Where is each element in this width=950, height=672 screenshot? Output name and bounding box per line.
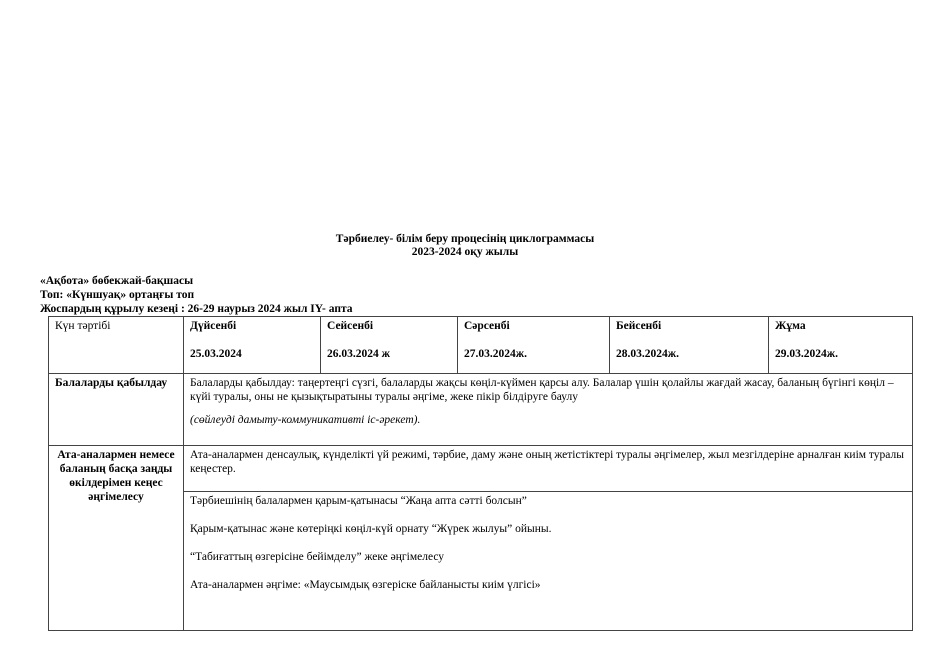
activity-item: “Табиғаттың өзгерісіне бейімделу” жеке әңгімелесу: [190, 551, 445, 563]
day-date: 29.03.2024ж.: [775, 348, 838, 360]
header-row: [49, 317, 913, 374]
reception-text: Балаларды қабылдау: таңертеңгі сүзгі, балаларды жақсы көңіл-күймен қарсы алу. Балалар үшін қолайлы жағдай жасау, баланың бүгінгі көңіл – күйі туралы, оны не қызықтыратыны туралы әңгіме, жеке пікір білдіруге баулу: [190, 377, 894, 403]
day-header-friday: [769, 317, 913, 374]
day-date: 27.03.2024ж.: [464, 348, 527, 360]
day-name: Дүйсенбі: [190, 320, 237, 332]
day-name: Сәрсенбі: [464, 320, 510, 332]
day-header-thursday: [610, 317, 769, 374]
day-date: 25.03.2024: [190, 348, 242, 360]
day-name: Жұма: [775, 320, 806, 332]
activity-item: Қарым-қатынас және көтеріңкі көңіл-күй орнату “Жүрек жылуы” ойыны.: [190, 523, 552, 535]
reception-content: [184, 374, 913, 446]
academic-year: 2023-2024 оқу жылы: [411, 246, 519, 258]
reception-label: Балаларды қабылдау: [49, 374, 184, 446]
reception-row: [49, 374, 913, 446]
day-date: 28.03.2024ж.: [616, 348, 679, 360]
parents-content-top: Ата-аналармен денсаулық, күнделікті үй режимі, тәрбие, даму және оның жетістіктері туралы әңгімелер, жыл мезгілдеріне арналған киім туралы кеңестер.: [184, 446, 913, 492]
plan-period: Жоспардың құрылу кезеңі : 26-29 наурыз 2024 жыл IY- апта: [40, 303, 353, 315]
group-name: Топ: «Күншуақ» ортаңғы топ: [40, 289, 195, 301]
day-header-wednesday: [458, 317, 610, 374]
day-date: 26.03.2024 ж: [327, 348, 390, 360]
schedule-table: [48, 316, 913, 631]
reception-note: (сөйлеуді дамыту-коммуникативті іс-әрекет).: [190, 414, 421, 426]
parents-label: Ата-аналармен немесе баланың басқа заңды өкілдерімен кеңес әңгімелесу: [49, 446, 184, 631]
activity-item: Тәрбиешінің балалармен қарым-қатынасы “Жаңа апта сәтті болсын”: [190, 495, 527, 507]
day-header-tuesday: [321, 317, 458, 374]
routine-header: Күн тәртібі: [55, 320, 111, 332]
document-title: Тәрбиелеу- білім беру процесінің циклограммасы: [335, 233, 595, 245]
routine-header-cell: [49, 317, 184, 374]
day-name: Бейсенбі: [616, 320, 662, 332]
parents-activities: [184, 492, 913, 631]
day-header-monday: [184, 317, 321, 374]
day-name: Сейсенбі: [327, 320, 374, 332]
parents-row: [49, 446, 913, 492]
activity-item: Ата-аналармен әңгіме: «Маусымдық өзгеріске байланысты киім үлгісі»: [190, 579, 541, 591]
kindergarten-name: «Ақбота» бөбекжай-бақшасы: [40, 275, 194, 287]
